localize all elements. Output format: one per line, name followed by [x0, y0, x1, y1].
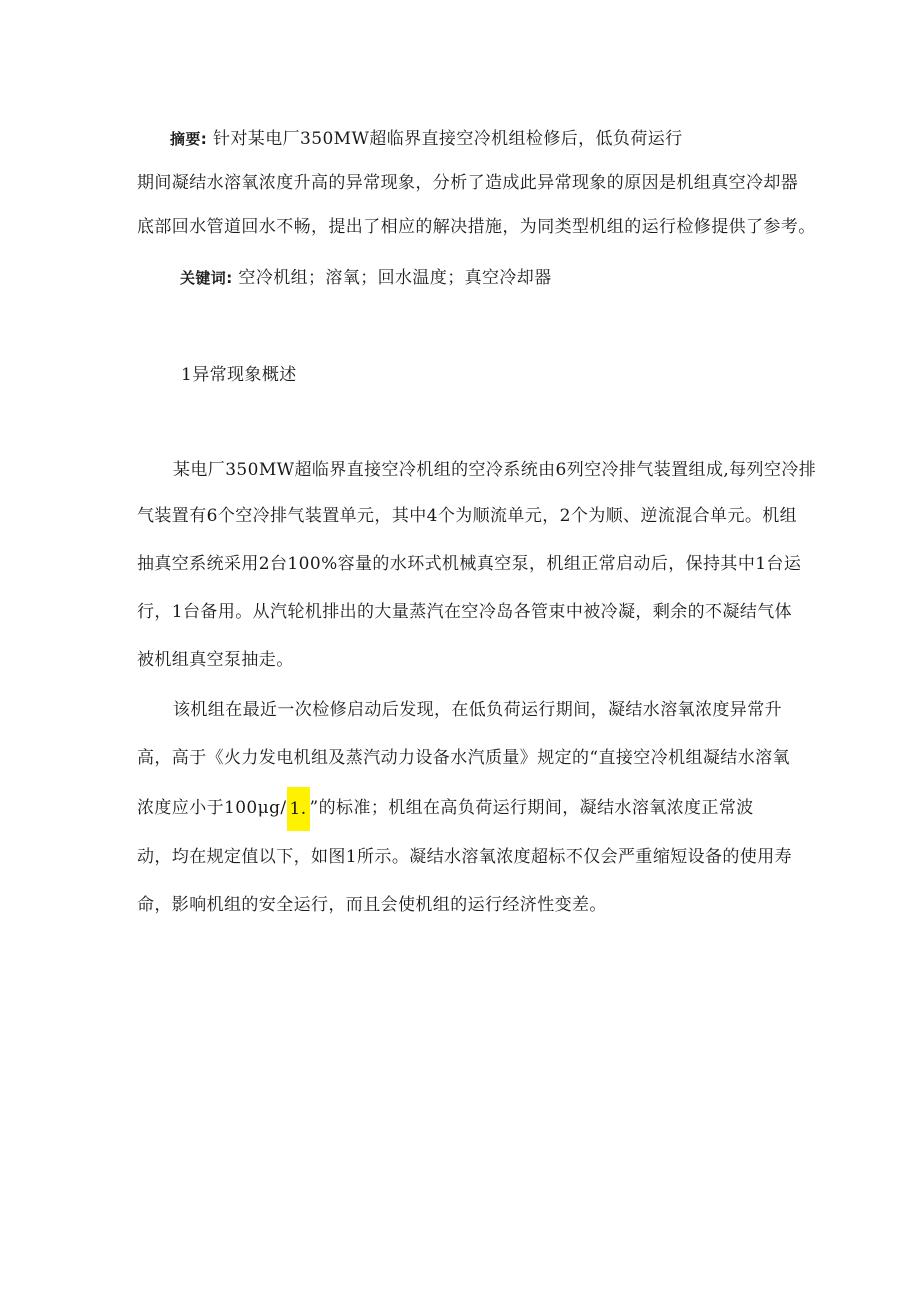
highlighted-text: 1.	[287, 787, 310, 831]
abstract-line-1	[170, 127, 830, 151]
paragraph1-line-2: 气装置有6个空冷排气装置单元，其中4个为顺流单元，2个为顺、逆流混合单元。机组	[137, 506, 798, 526]
keywords-text: 空冷机组；溶氧；回水温度；真空冷却器	[232, 268, 552, 288]
keywords-label: 关键词:	[180, 269, 233, 287]
paragraph2-line-5: 命，影响机组的安全运行，而且会使机组的运行经济性变差。	[137, 895, 607, 915]
keywords-line	[180, 266, 840, 290]
abstract-label: 摘要:	[170, 130, 208, 148]
paragraph2-line-3	[137, 796, 797, 821]
abstract-line-3: 底部回水管道回水不畅，提出了相应的解决措施，为同类型机组的运行检修提供了参考。	[137, 217, 816, 237]
paragraph1-line-4: 行，1台备用。从汽轮机排出的大量蒸汽在空冷岛各管束中被冷凝，剩余的不凝结气体	[137, 602, 793, 622]
section-title: 1异常现象概述	[181, 365, 297, 385]
paragraph1-line-5: 被机组真空泵抽走。	[137, 650, 294, 670]
paragraph1-line-3: 抽真空系统采用2台100%容量的水环式机械真空泵，机组正常启动后，保持其中1台运	[137, 554, 802, 574]
abstract-line-2: 期间凝结水溶氧浓度升高的异常现象，分析了造成此异常现象的原因是机组真空冷却器	[137, 173, 799, 193]
paragraph2-line-3-before: 浓度应小于100μg/	[137, 798, 287, 818]
paragraph2-line-4: 动，均在规定值以下，如图1所示。凝结水溶氧浓度超标不仅会严重缩短设备的使用寿	[137, 847, 793, 867]
paragraph2-line-3-after: ”的标准；机组在高负荷运行期间，凝结水溶氧浓度正常波	[309, 798, 754, 818]
paragraph2-line-2: 高，高于《火力发电机组及蒸汽动力设备水汽质量》规定的“直接空冷机组凝结水溶氧	[137, 748, 790, 768]
paragraph2-line-1: 该机组在最近一次检修启动后发现，在低负荷运行期间，凝结水溶氧浓度异常升	[173, 700, 782, 720]
paragraph1-line-1: 某电厂350MW超临界直接空冷机组的空冷系统由6列空冷排气装置组成,每列空冷排	[173, 460, 817, 480]
abstract-text-1: 针对某电厂350MW超临界直接空冷机组检修后，低负荷运行	[207, 129, 683, 149]
